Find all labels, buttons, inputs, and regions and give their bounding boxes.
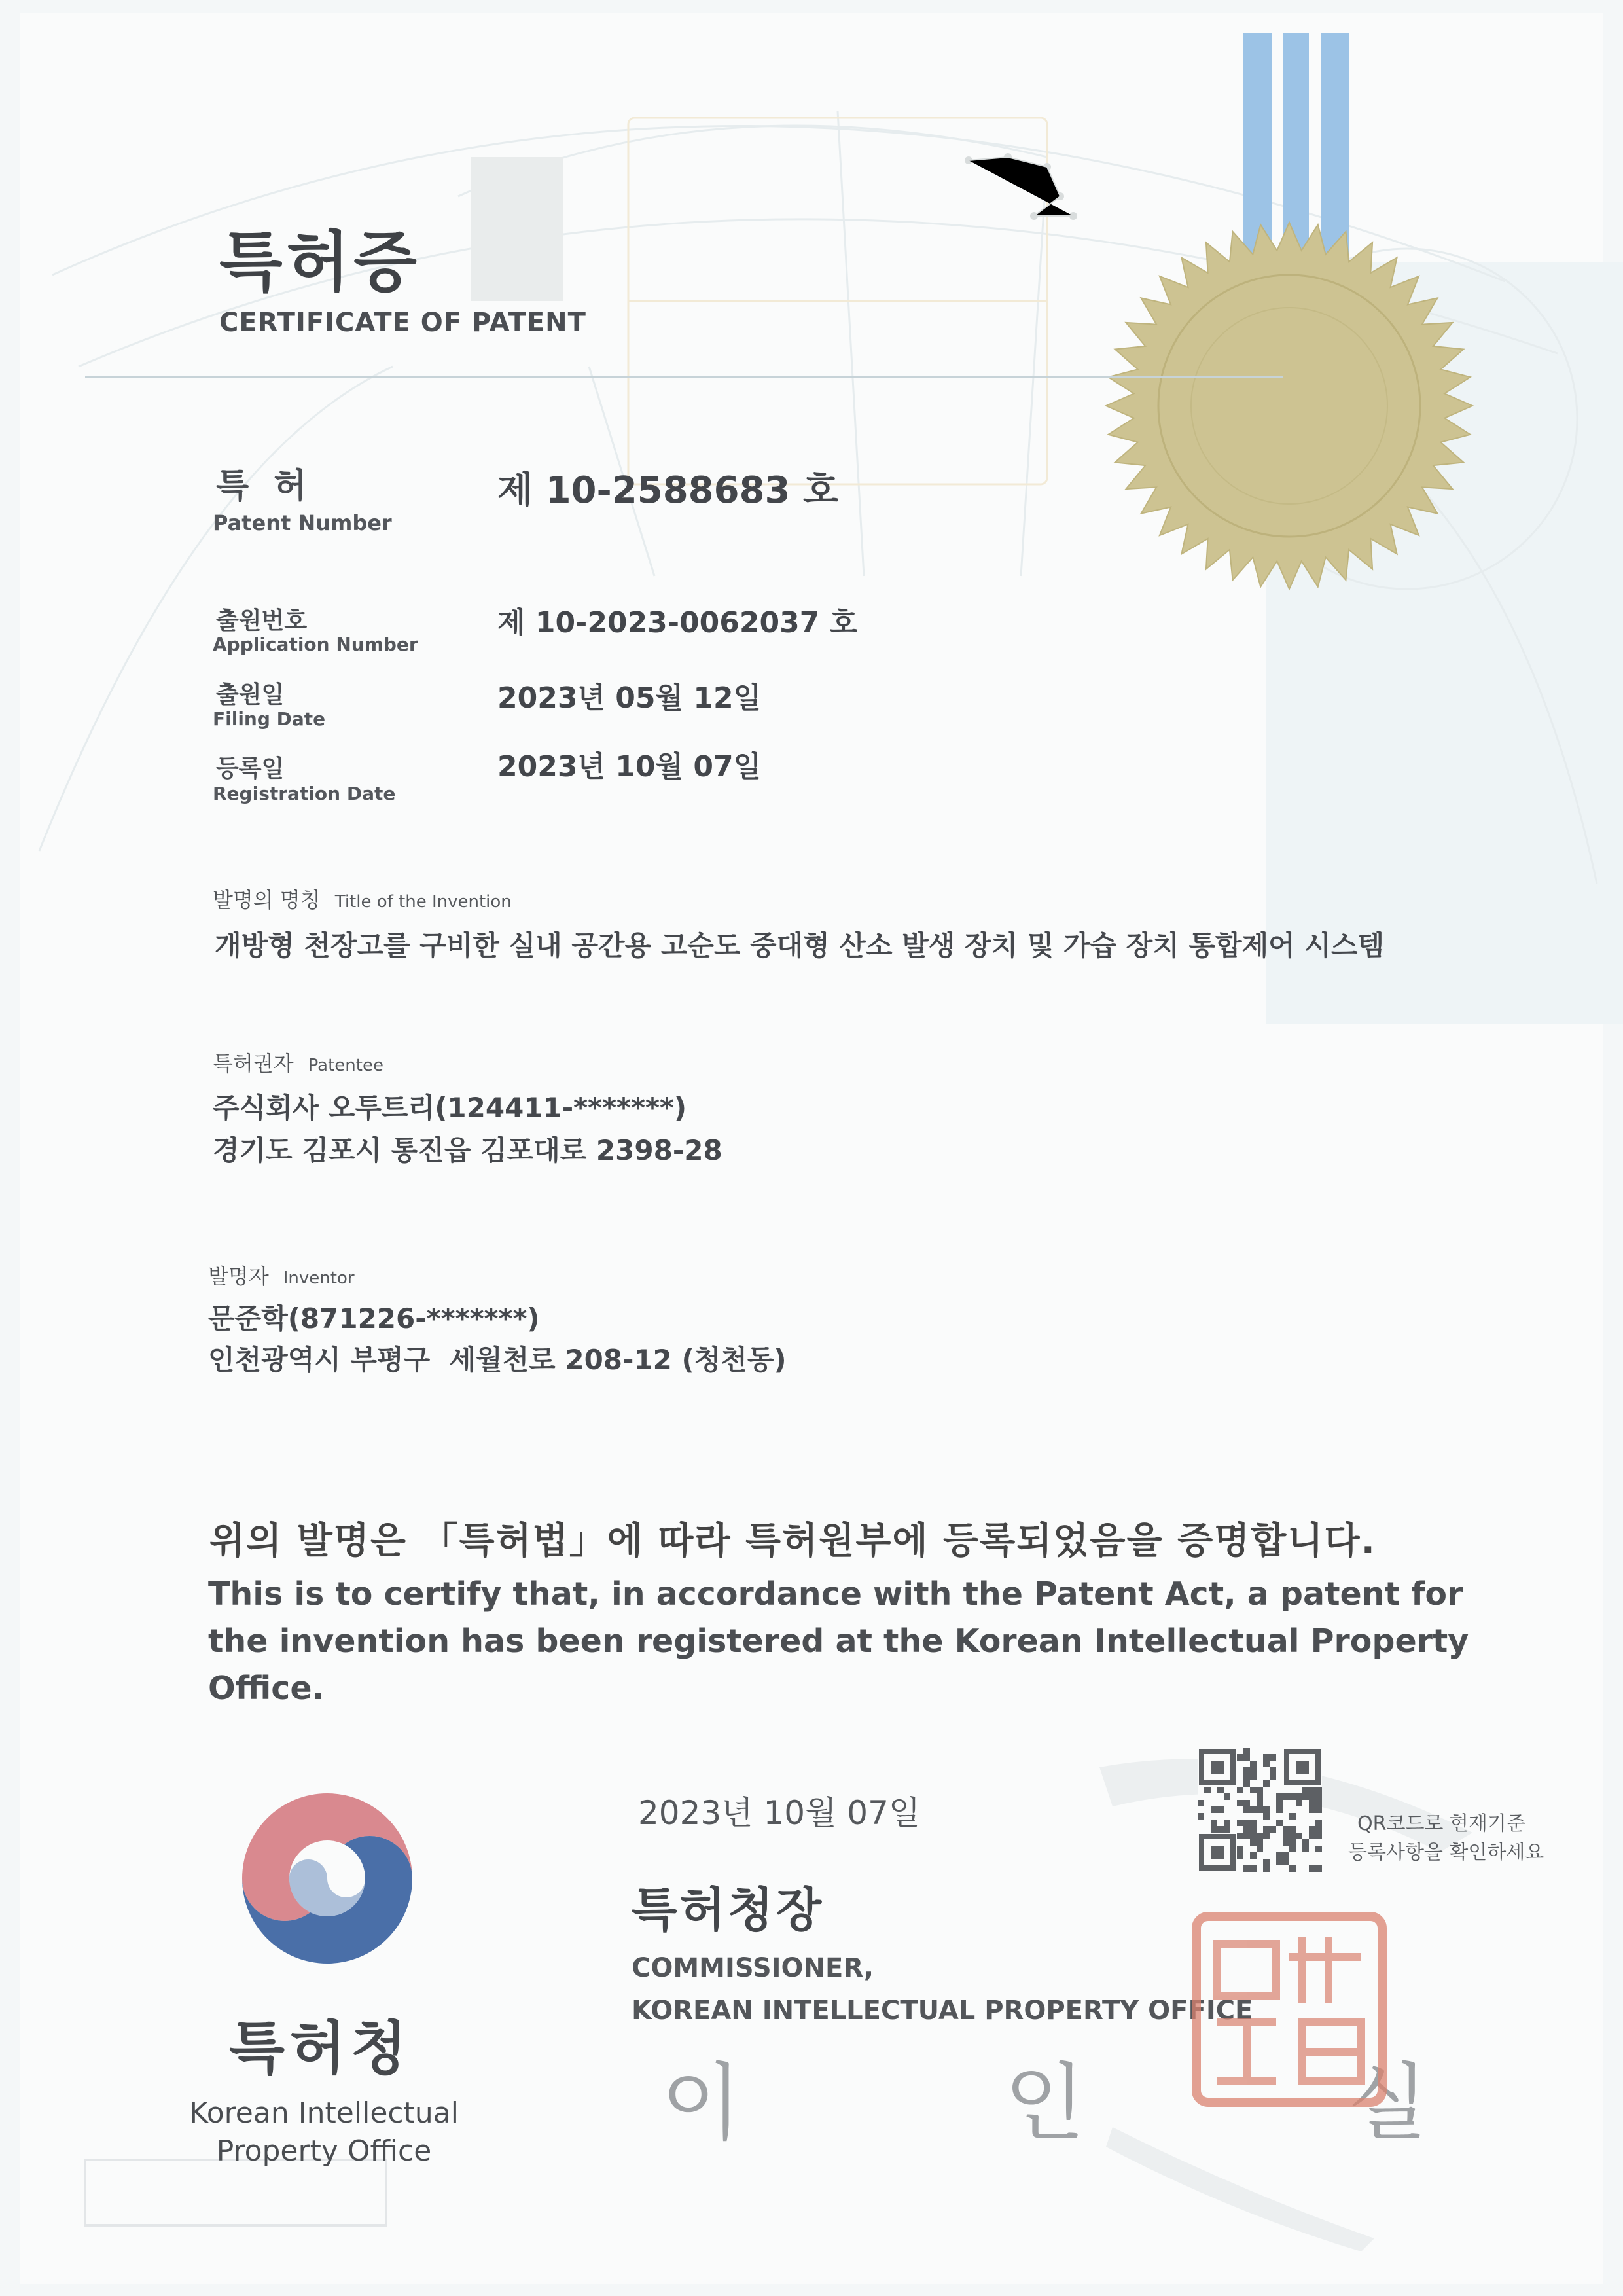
patentee-label: 특허권자 bbox=[213, 1051, 294, 1076]
certification-text-ko: 위의 발명은 「특허법」에 따라 특허원부에 등록되었음을 증명합니다. bbox=[209, 1520, 1376, 1562]
commissioner-signature: 이 인 실 bbox=[661, 2054, 1546, 2152]
commissioner-title-en bbox=[632, 1947, 1253, 2032]
qr-note bbox=[1348, 1810, 1544, 1867]
certificate-title: 특허증 bbox=[219, 224, 421, 300]
kipo-name-ko: 특허청 bbox=[229, 2015, 412, 2082]
inventor-label: 발명자 bbox=[208, 1264, 269, 1289]
qr-note-line2: 등록사항을 확인하세요 bbox=[1348, 1841, 1544, 1864]
application-number-value: 제 10-2023-0062037 호 bbox=[497, 606, 858, 639]
patentee-label-en: Patentee bbox=[308, 1056, 383, 1075]
registration-date-value: 2023년 10월 07일 bbox=[497, 750, 762, 783]
inventor-label-en: Inventor bbox=[283, 1268, 355, 1288]
certificate-title-en: CERTIFICATE OF PATENT bbox=[219, 308, 586, 338]
kipo-logo-icon bbox=[229, 1780, 425, 1977]
registration-date-label: 등록일 bbox=[216, 755, 285, 782]
kipo-name-en-line2: Property Office bbox=[216, 2134, 432, 2168]
application-number-label: 출원번호 bbox=[216, 607, 308, 634]
title-divider bbox=[85, 376, 1283, 378]
inventor-section-heading bbox=[208, 1260, 355, 1290]
gold-seal-icon bbox=[1093, 209, 1486, 602]
patent-number-label-en: Patent Number bbox=[213, 511, 392, 535]
qr-note-line1: QR코드로 현재기준 bbox=[1357, 1812, 1525, 1835]
commissioner-title-en-line2: KOREAN INTELLECTUAL PROPERTY OFFICE bbox=[632, 1996, 1253, 2026]
issue-date: 2023년 10월 07일 bbox=[638, 1794, 921, 1832]
official-stamp-icon bbox=[1191, 1911, 1387, 2108]
commissioner-title-ko: 특허청장 bbox=[632, 1882, 825, 1937]
inventor-address: 인천광역시 부평구 세월천로 208-12 (청천동) bbox=[208, 1344, 787, 1376]
registration-date-label-en: Registration Date bbox=[213, 783, 396, 804]
qr-code-icon[interactable] bbox=[1198, 1748, 1322, 1872]
patent-number-value: 제 10-2588683 호 bbox=[497, 469, 839, 512]
certification-text-en: This is to certify that, in accordance with the Patent Act, a patent for the invention has been registered at the Korean Intellectual Property Office. bbox=[208, 1575, 1469, 1707]
invention-section-heading bbox=[213, 884, 512, 914]
kipo-name-en-line1: Korean Intellectual bbox=[189, 2096, 459, 2130]
patentee-name: 주식회사 오투트리(124411-*******) bbox=[213, 1092, 687, 1124]
application-number-label-en: Application Number bbox=[213, 634, 418, 655]
invention-title: 개방형 천장고를 구비한 실내 공간용 고순도 중대형 산소 발생 장치 및 가습 장치 통합제어 시스템 bbox=[215, 929, 1385, 961]
filing-date-label-en: Filing Date bbox=[213, 708, 326, 730]
patentee-address: 경기도 김포시 통진읍 김포대로 2398-28 bbox=[213, 1134, 722, 1166]
patent-number-label: 특 허 bbox=[216, 467, 313, 506]
invention-label: 발명의 명칭 bbox=[213, 888, 321, 912]
patentee-section-heading bbox=[213, 1047, 383, 1077]
filing-date-label: 출원일 bbox=[216, 681, 285, 708]
inventor-name: 문준학(871226-*******) bbox=[208, 1302, 540, 1335]
kipo-name-en bbox=[167, 2094, 481, 2170]
invention-label-en: Title of the Invention bbox=[334, 892, 512, 912]
filing-date-value: 2023년 05월 12일 bbox=[497, 681, 762, 715]
commissioner-title-en-line1: COMMISSIONER, bbox=[632, 1953, 874, 1983]
